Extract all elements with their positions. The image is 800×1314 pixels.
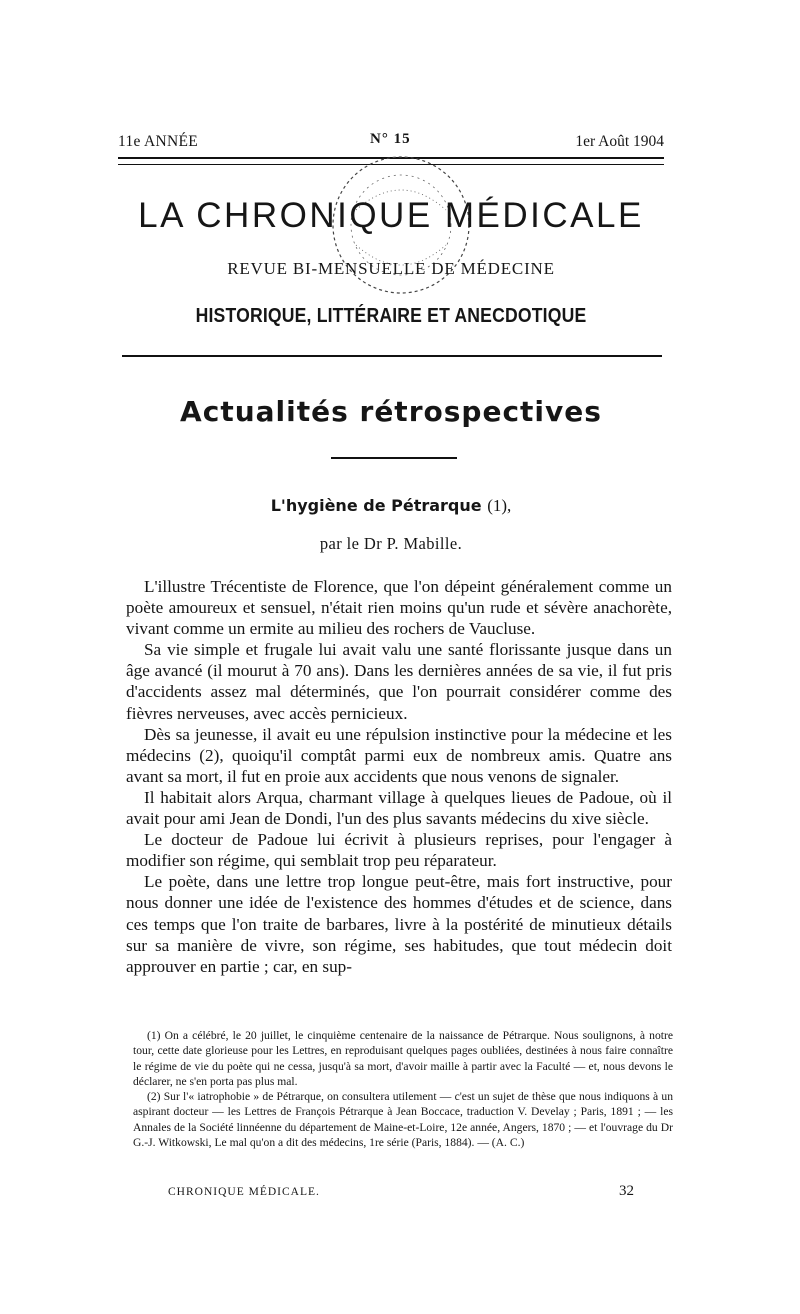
footer-journal-name: CHRONIQUE MÉDICALE. (168, 1186, 320, 1198)
header-year: 11e ANNÉE (118, 133, 199, 150)
article-title (118, 496, 664, 516)
paragraph: Sa vie simple et frugale lui avait valu une santé florissante jusque dans un âge avancé (il mourut à 70 ans). Dans les dernières années de sa vie, il fut pris d'accidents assez mal déterminés, que l'on pourrait considérer comme des fièvres nerveuses, avec accès pernicieux. (126, 640, 672, 723)
article-body (126, 576, 672, 977)
section-title: Actualités rétrospectives (180, 395, 602, 428)
page-number: 32 (619, 1183, 634, 1199)
footnotes (133, 1028, 673, 1150)
footnote: (2) Sur l'« iatrophobie » de Pétrarque, on consultera utilement — c'est un sujet de thèse que nous indiquons à un aspirant docteur — les Lettres de François Pétrarque à Jean Boccace, traduction V. Develay ; Paris, 1891 ; — les Annales de la Société linnéenne du département de Maine-et-Loire, 12e année, Angers, 1870 ; — et l'ouvrage du Dr G.-J. Witkowski, Le mal qu'on a dit des médecins, 1re série (Paris, 1884). — (A. C.) (133, 1090, 673, 1150)
paragraph: Dès sa jeunesse, il avait eu une répulsion instinctive pour la médecine et les médecins (2), quoiqu'il comptât parmi eux de nombreux amis. Quatre ans avant sa mort, il fut en proie aux accidents que nous venons de signaler. (126, 724, 672, 786)
article-title-footnote-ref: (1), (487, 496, 512, 515)
masthead-subtitle-2: HISTORIQUE, LITTÉRAIRE ET ANECDOTIQUE (195, 305, 587, 327)
masthead-title: LA CHRONIQUE MÉDICALE (138, 196, 644, 235)
paragraph: Le docteur de Padoue lui écrivit à plusieurs reprises, pour l'engager à modifier son régime, qui semblait trop peu réparateur. (126, 830, 672, 871)
paragraph: Il habitait alors Arqua, charmant village à quelques lieues de Padoue, où il avait pour ami Jean de Dondi, l'un des plus savants médecins du xive siècle. (126, 787, 672, 829)
paragraph: Le poète, dans une lettre trop longue peut-être, mais fort instructive, pour nous donner une idée de l'existence des hommes d'études et de science, dans ces temps que l'on traite de barbares, livre à la postérité de minutieux détails sur sa manière de vivre, son régime, ses habitudes, que tout médecin doit approuver en partie ; car, en sup- (126, 872, 672, 976)
masthead-subtitle: REVUE BI-MENSUELLE DE MÉDECINE (227, 259, 555, 278)
article-title-text: L'hygiène de Pétrarque (270, 496, 482, 515)
header-issue-number: N° 15 (370, 131, 411, 147)
article-byline: par le Dr P. Mabille. (319, 534, 463, 553)
paragraph: L'illustre Trécentiste de Florence, que l'on dépeint généralement comme un poète amoureux et sensuel, n'était rien moins qu'un rude et sévère anachorète, vivant comme un ermite au milieu des rochers de Vaucluse. (126, 577, 672, 639)
section-rule (331, 457, 457, 459)
masthead-rule (122, 355, 662, 357)
footnote: (1) On a célébré, le 20 juillet, le cinquième centenaire de la naissance de Pétrarque. Nous soulignons, à notre tour, cette date glorieuse pour les Lettres, en reproduisant quelques pages oubliées, destinées à nous faire connaître le régime de vie du poète qui ne cessa, jusqu'à sa mort, d'avoir maille à partir avec la Faculté — et, nous devons le déclarer, ne s'en porta pas plus mal. (133, 1029, 673, 1088)
header-date: 1er Août 1904 (575, 133, 664, 150)
